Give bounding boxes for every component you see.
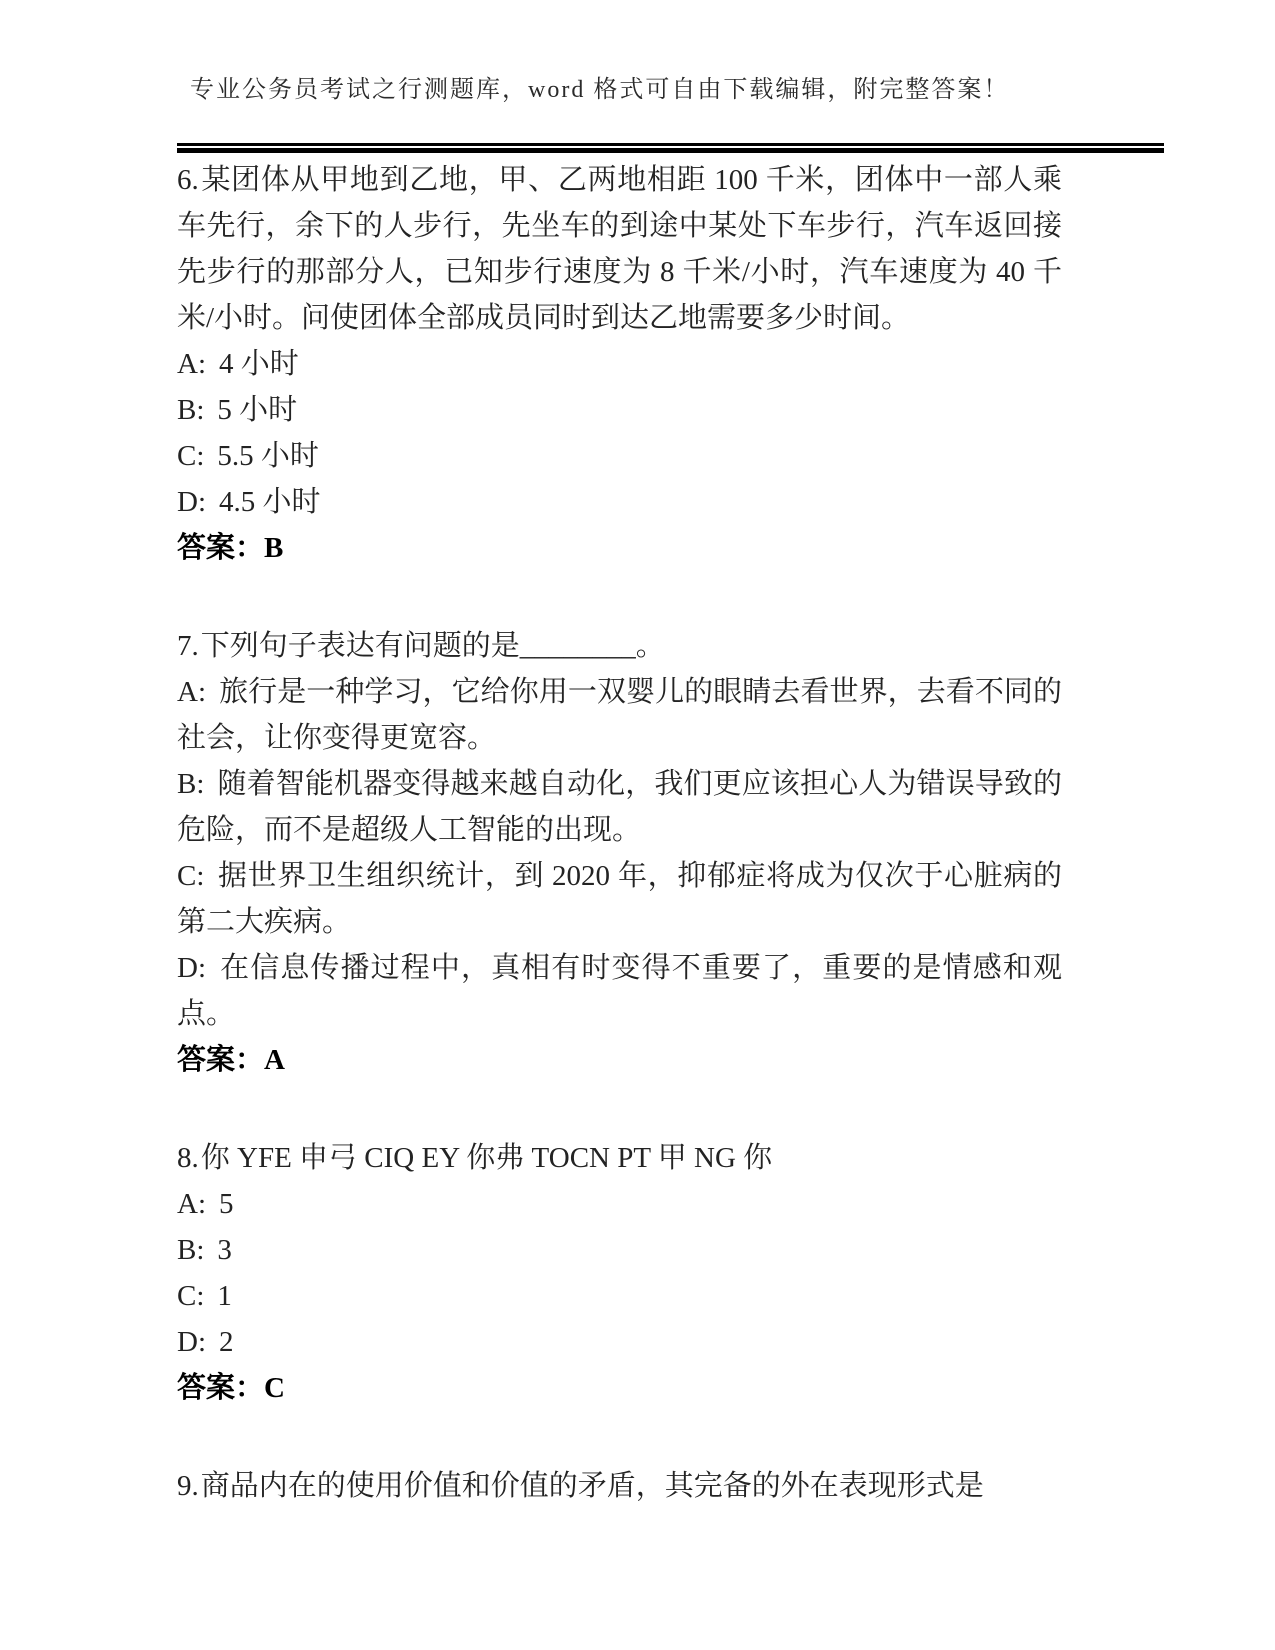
option-text: 4 小时 <box>219 348 299 380</box>
question-number: 9. <box>177 1470 199 1502</box>
option-row <box>177 1319 1062 1365</box>
question-stem-text: 下列句子表达有问题的是________。 <box>200 630 665 662</box>
question-stem-text: 某团体从甲地到乙地，甲、乙两地相距 100 千米，团体中一部人乘车先行，余下的人步行，先坐车的到途中某处下车步行，汽车返回接先步行的那部分人，已知步行速度为 8 千米/小时，汽车速度为 40 千米/小时。问使团体全部成员同时到达乙地需要多少时间。 <box>177 164 1062 334</box>
option-text: 1 <box>217 1280 232 1312</box>
option-label: C: <box>177 1280 205 1312</box>
option-text: 3 <box>217 1234 232 1266</box>
question-number: 6. <box>177 164 199 196</box>
option-label: D: <box>177 486 206 518</box>
answer-label: 答案： <box>177 1044 265 1076</box>
answer-line <box>177 525 1062 571</box>
option-row <box>177 1227 1062 1273</box>
option-row <box>177 387 1062 433</box>
option-row <box>177 761 1062 853</box>
option-text: 4.5 小时 <box>219 486 321 518</box>
option-text: 在信息传播过程中，真相有时变得不重要了，重要的是情感和观点。 <box>177 952 1062 1030</box>
option-row <box>177 1181 1062 1227</box>
question-stem <box>177 1135 1062 1181</box>
question-block-7 <box>177 623 1062 1083</box>
option-label: D: <box>177 1326 206 1358</box>
option-label: C: <box>177 860 205 892</box>
option-label: D: <box>177 952 206 984</box>
answer-label: 答案： <box>177 532 265 564</box>
answer-value: A <box>264 1044 285 1076</box>
option-text: 2 <box>219 1326 234 1358</box>
question-stem-text: 商品内在的使用价值和价值的矛盾，其完备的外在表现形式是 <box>200 1470 984 1502</box>
option-row <box>177 1273 1062 1319</box>
option-text: 5 小时 <box>217 394 298 426</box>
option-text: 旅行是一种学习，它给你用一双婴儿的眼睛去看世界，去看不同的社会，让你变得更宽容。 <box>177 676 1062 754</box>
option-text: 5 <box>219 1188 234 1220</box>
header-title: 专业公务员考试之行测题库，word 格式可自由下载编辑，附完整答案！ <box>190 77 1010 103</box>
question-block-9 <box>177 1463 1062 1509</box>
question-block-6 <box>177 157 1062 571</box>
option-label: A: <box>177 348 206 380</box>
option-text: 据世界卫生组织统计，到 2020 年，抑郁症将成为仅次于心脏病的第二大疾病。 <box>177 860 1062 938</box>
option-label: B: <box>177 394 205 426</box>
question-stem <box>177 1463 1062 1509</box>
option-row <box>177 479 1062 525</box>
option-text: 5.5 小时 <box>217 440 319 472</box>
question-number: 7. <box>177 630 199 662</box>
header-rule <box>177 143 1164 153</box>
question-block-8 <box>177 1135 1062 1411</box>
option-label: B: <box>177 1234 205 1266</box>
option-row <box>177 945 1062 1037</box>
option-label: C: <box>177 440 205 472</box>
option-label: A: <box>177 676 206 708</box>
option-row <box>177 341 1062 387</box>
answer-line <box>177 1365 1062 1411</box>
question-stem-text: 你 YFE 申弓 CIQ EY 你弗 TOCN PT 甲 NG 你 <box>200 1142 773 1174</box>
question-number: 8. <box>177 1142 199 1174</box>
question-stem <box>177 623 1062 669</box>
answer-value: B <box>264 532 284 564</box>
answer-label: 答案： <box>177 1372 265 1404</box>
document-content <box>177 157 1062 1509</box>
answer-value: C <box>264 1372 285 1404</box>
option-label: B: <box>177 768 205 800</box>
option-text: 随着智能机器变得越来越自动化，我们更应该担心人为错误导致的危险，而不是超级人工智能的出现。 <box>177 768 1062 846</box>
option-row <box>177 433 1062 479</box>
option-row <box>177 669 1062 761</box>
option-label: A: <box>177 1188 206 1220</box>
option-row <box>177 853 1062 945</box>
question-stem <box>177 157 1062 341</box>
answer-line <box>177 1037 1062 1083</box>
